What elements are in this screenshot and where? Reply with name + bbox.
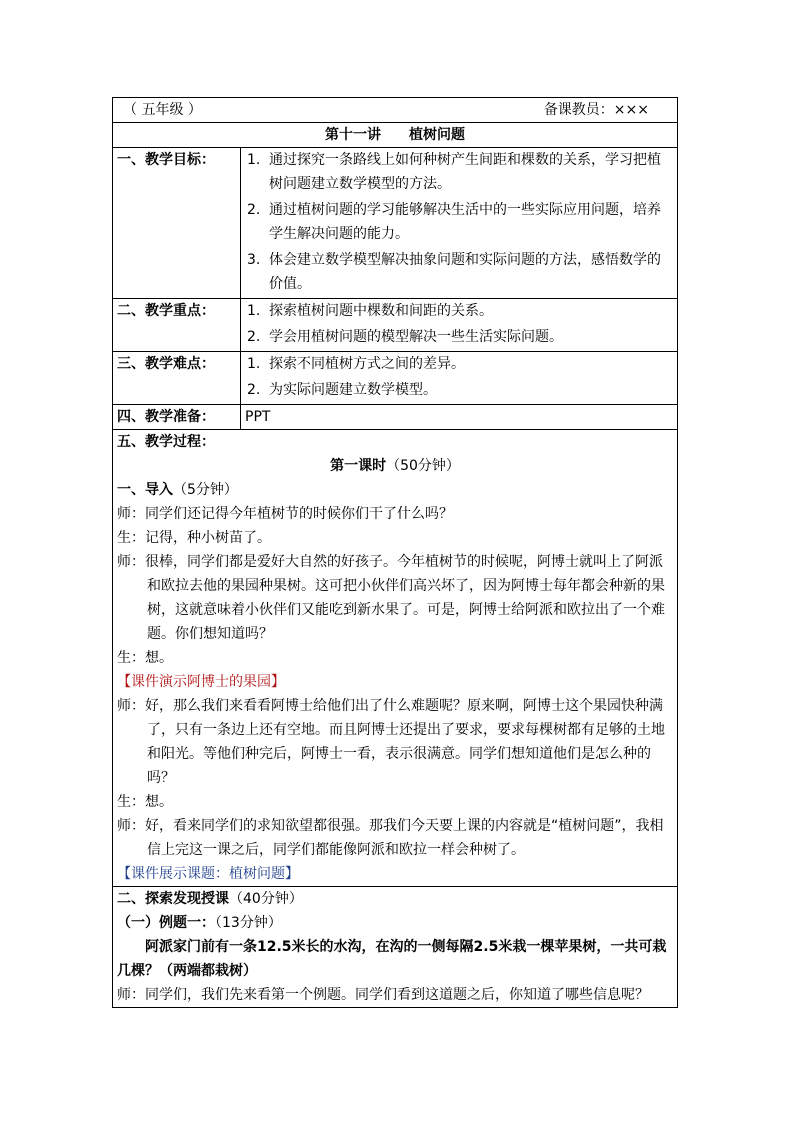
- key-points-label: 二、教学重点：: [113, 299, 241, 352]
- preparation-value: PPT: [241, 405, 678, 430]
- process-row: [113, 430, 678, 887]
- goals-list: [245, 148, 673, 296]
- list-item: 3. 体会建立数学模型解决抽象问题和实际问题的方法，感悟数学的价值。: [247, 252, 661, 292]
- difficulties-label: 三、教学难点：: [113, 352, 241, 405]
- header-row: [113, 98, 678, 123]
- dialogue-line: 生：想。: [117, 650, 173, 666]
- title-row: [113, 123, 678, 148]
- example-problem: 阿派家门前有一条12.5米长的水沟，在沟的一侧每隔2.5米栽一棵苹果树，一共可栽几棵？（两端都栽树）: [117, 939, 667, 979]
- dialogue-line: 师：同学们，我们先来看第一个例题。同学们看到这道题之后，你知道了哪些信息呢？: [117, 987, 649, 1003]
- key-points-row: [113, 299, 678, 352]
- list-item: 2. 学会用植树问题的模型解决一些生活实际问题。: [247, 329, 563, 345]
- explore-heading: 二、探索发现授课（40分钟）: [117, 891, 303, 907]
- difficulties-list: [245, 352, 673, 402]
- list-item: 2. 为实际问题建立数学模型。: [247, 382, 437, 398]
- list-item: 1. 探索不同植树方式之间的差异。: [247, 356, 465, 372]
- list-item: 1. 通过探究一条路线上如何种树产生间距和棵数的关系，学习把植树问题建立数学模型的方法。: [247, 152, 661, 192]
- lecture-title: 第十一讲 植树问题: [113, 123, 678, 148]
- preparation-row: [113, 405, 678, 430]
- list-item: 2. 通过植树问题的学习能够解决生活中的一些实际应用问题，培养学生解决问题的能力。: [247, 202, 661, 242]
- goals-row: [113, 148, 678, 299]
- difficulties-row: [113, 352, 678, 405]
- goals-label: 一、教学目标：: [113, 148, 241, 299]
- grade-label: （ 五年级 ）: [123, 102, 202, 118]
- dialogue-line: 师：好，看来同学们的求知欲望都很强。那我们今天要上课的内容就是“植树问题”，我相信上完这一课之后，同学们都能像阿派和欧拉一样会种树了。: [117, 818, 664, 858]
- process-label: 五、教学过程：: [117, 434, 215, 450]
- dialogue-line: 生：想。: [117, 794, 173, 810]
- explore-row: [113, 887, 678, 1008]
- dialogue-line: 师：好，那么我们来看看阿博士给他们出了什么难题呢？原来啊，阿博士这个果园快种满了，只有一条边上还有空地。而且阿博士还提出了要求，要求每棵树都有足够的土地和阳光。等他们种完后，阿博士一看，表示很满意。同学们想知道他们是怎么种的吗？: [117, 698, 665, 786]
- lesson-heading: 第一课时（50分钟）: [330, 458, 460, 474]
- preparation-label: 四、教学准备：: [113, 405, 241, 430]
- dialogue-line: 师：同学们还记得今年植树节的时候你们干了什么吗？: [117, 506, 453, 522]
- dialogue-line: 生：记得，种小树苗了。: [117, 530, 271, 546]
- list-item: 1. 探索植树问题中棵数和间距的关系。: [247, 303, 493, 319]
- teacher-label: 备课教员：×××: [543, 102, 650, 118]
- courseware-note: 【课件演示阿博士的果园】: [117, 674, 285, 690]
- dialogue-line: 师：很棒，同学们都是爱好大自然的好孩子。今年植树节的时候呢，阿博士就叫上了阿派和欧拉去他的果园种果树。这可把小伙伴们高兴坏了，因为阿博士每年都会种新的果树，这就意味着小伙伴们又能吃到新水果了。可是，阿博士给阿派和欧拉出了一个难题。你们想知道吗？: [117, 554, 665, 642]
- courseware-topic-note: 【课件展示课题：植树问题】: [117, 866, 299, 882]
- key-points-list: [245, 299, 673, 349]
- example-heading: （一）例题一：（13分钟）: [117, 915, 282, 931]
- intro-heading: 一、导入（5分钟）: [117, 482, 238, 498]
- lesson-plan-table: [112, 97, 678, 1008]
